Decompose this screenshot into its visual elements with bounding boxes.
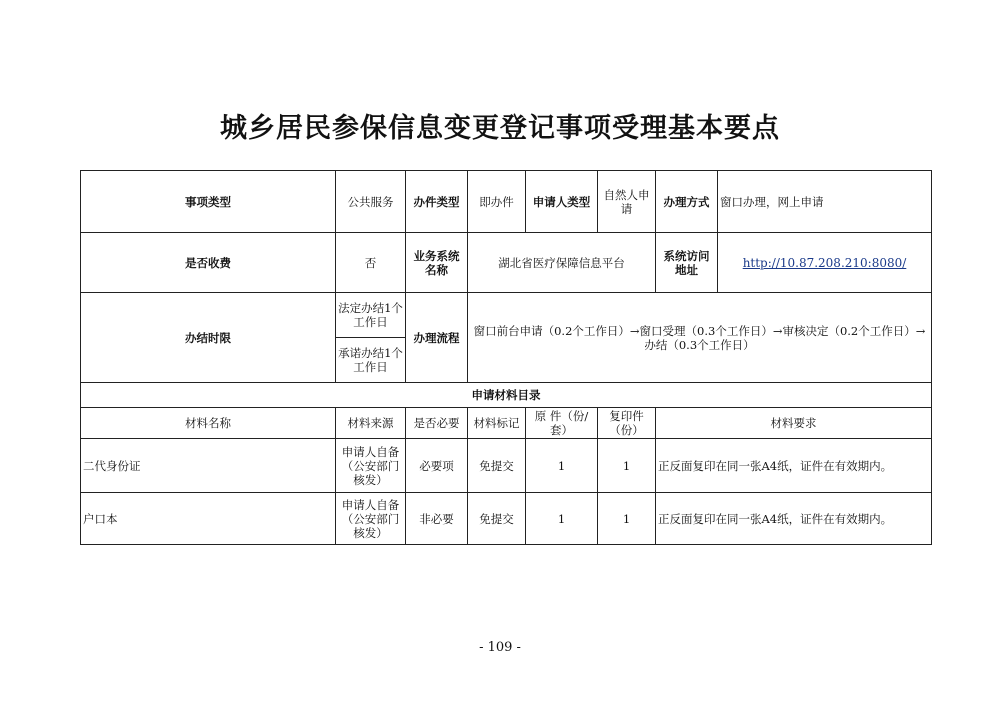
material-source: 申请人自备（公安部门核发） (336, 439, 406, 493)
row-section-title (81, 383, 932, 408)
value-promise-limit: 承诺办结1个工作日 (336, 338, 406, 383)
material-name: 户口本 (81, 493, 336, 545)
document-title: 城乡居民参保信息变更登记事项受理基本要点 (220, 113, 780, 144)
header-copies: 复印件（份） (598, 408, 656, 439)
material-requirement: 正反面复印在同一张A4纸，证件在有效期内。 (656, 439, 932, 493)
row-fee (81, 233, 932, 293)
label-item-type: 事项类型 (81, 171, 336, 233)
material-copies: 1 (598, 439, 656, 493)
material-required: 非必要 (406, 493, 468, 545)
header-required: 是否必要 (406, 408, 468, 439)
label-case-type: 办件类型 (406, 171, 468, 233)
value-applicant-type: 自然人申请 (598, 171, 656, 233)
row-time-limit (81, 293, 932, 338)
row-material-headers (81, 408, 932, 439)
section-materials: 申请材料目录 (81, 383, 932, 408)
header-mark: 材料标记 (468, 408, 526, 439)
material-required: 必要项 (406, 439, 468, 493)
page-number: - 109 - (479, 640, 521, 655)
value-handling-method: 窗口办理，网上申请 (718, 171, 932, 233)
value-case-type: 即办件 (468, 171, 526, 233)
label-time-limit: 办结时限 (81, 293, 336, 383)
material-source: 申请人自备（公安部门核发） (336, 493, 406, 545)
table-row (81, 493, 932, 545)
value-item-type: 公共服务 (336, 171, 406, 233)
material-requirement: 正反面复印在同一张A4纸，证件在有效期内。 (656, 493, 932, 545)
material-original: 1 (526, 439, 598, 493)
label-system-name: 业务系统名称 (406, 233, 468, 293)
label-system-url: 系统访问地址 (656, 233, 718, 293)
material-name: 二代身份证 (81, 439, 336, 493)
value-system-name: 湖北省医疗保障信息平台 (468, 233, 656, 293)
value-fee: 否 (336, 233, 406, 293)
label-process: 办理流程 (406, 293, 468, 383)
material-mark: 免提交 (468, 493, 526, 545)
label-fee: 是否收费 (81, 233, 336, 293)
value-legal-limit: 法定办结1个工作日 (336, 293, 406, 338)
table-row (81, 439, 932, 493)
material-mark: 免提交 (468, 439, 526, 493)
header-material-name: 材料名称 (81, 408, 336, 439)
header-original: 原 件（份/套） (526, 408, 598, 439)
value-system-url[interactable] (718, 233, 932, 293)
material-copies: 1 (598, 493, 656, 545)
header-source: 材料来源 (336, 408, 406, 439)
system-url-link[interactable]: http://10.87.208.210:8080/ (742, 255, 907, 270)
label-applicant-type: 申请人类型 (526, 171, 598, 233)
label-handling-method: 办理方式 (656, 171, 718, 233)
header-requirement: 材料要求 (656, 408, 932, 439)
value-process: 窗口前台申请（0.2个工作日）→窗口受理（0.3个工作日）→审核决定（0.2个工作日）→办结（0.3个工作日） (468, 293, 932, 383)
info-table (80, 170, 932, 545)
material-original: 1 (526, 493, 598, 545)
row-item-type (81, 171, 932, 233)
